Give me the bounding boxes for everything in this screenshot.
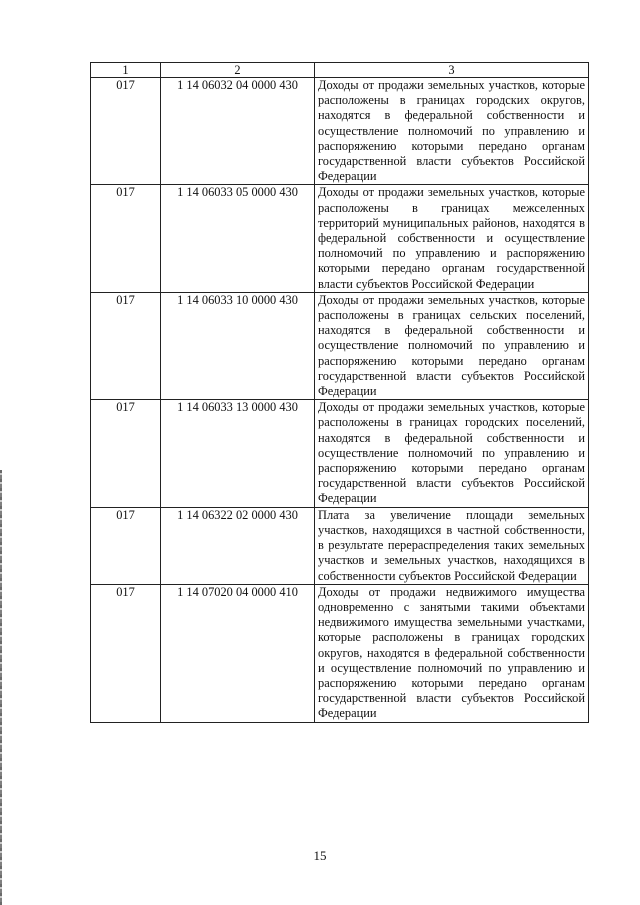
header-cell-2: 2: [161, 63, 315, 78]
budget-code-cell: 1 14 06322 02 0000 430: [161, 507, 315, 584]
table-row: [91, 292, 589, 399]
table-header-row: [91, 63, 589, 78]
scan-edge-artifact: [0, 470, 2, 905]
table-row: [91, 78, 589, 185]
org-code-cell: 017: [91, 78, 161, 185]
org-code-cell: 017: [91, 507, 161, 584]
header-cell-1: 1: [91, 63, 161, 78]
table-row: [91, 507, 589, 584]
org-code-cell: 017: [91, 185, 161, 292]
page-number: 15: [313, 848, 327, 863]
org-code-cell: 017: [91, 292, 161, 399]
table-row: [91, 584, 589, 722]
table-row: [91, 400, 589, 507]
description-cell: Доходы от продажи недвижимого имущества одновременно с занятыми такими объектами недвижимого имущества земельными участками, которые расположены в границах городских округов, находятся в федеральной собственности и осуществление полномочий по управлению и распоряжению которыми передано органам государственной власти субъектов Российской Федерации: [315, 584, 589, 722]
budget-code-cell: 1 14 06033 05 0000 430: [161, 185, 315, 292]
budget-code-table: [90, 62, 589, 723]
description-cell: Доходы от продажи земельных участков, которые расположены в границах городских поселений, находятся в федеральной собственности и осуществление полномочий по управлению и распоряжению которыми передано органам государственной власти субъектов Российской Федерации: [315, 400, 589, 507]
description-cell: Плата за увеличение площади земельных участков, находящихся в частной собственности, в результате перераспределения таких земельных участков и земельных участков, находящихся в собственности субъектов Российской Федерации: [315, 507, 589, 584]
org-code-cell: 017: [91, 400, 161, 507]
budget-code-cell: 1 14 06033 10 0000 430: [161, 292, 315, 399]
header-cell-3: 3: [315, 63, 589, 78]
description-cell: Доходы от продажи земельных участков, которые расположены в границах городских округов, находятся в федеральной собственности и осуществление полномочий по управлению и распоряжению которыми передано органам государственной власти субъектов Российской Федерации: [315, 78, 589, 185]
budget-code-cell: 1 14 07020 04 0000 410: [161, 584, 315, 722]
description-cell: Доходы от продажи земельных участков, которые расположены в границах межселенных территорий муниципальных районов, находятся в федеральной собственности и осуществление полномочий по управлению и распоряжению которыми передано органам государственной власти субъектов Российской Федерации: [315, 185, 589, 292]
description-cell: Доходы от продажи земельных участков, которые расположены в границах сельских поселений, находятся в федеральной собственности и осуществление полномочий по управлению и распоряжению которыми передано органам государственной власти субъектов Российской Федерации: [315, 292, 589, 399]
budget-code-cell: 1 14 06032 04 0000 430: [161, 78, 315, 185]
table-row: [91, 185, 589, 292]
budget-code-cell: 1 14 06033 13 0000 430: [161, 400, 315, 507]
org-code-cell: 017: [91, 584, 161, 722]
